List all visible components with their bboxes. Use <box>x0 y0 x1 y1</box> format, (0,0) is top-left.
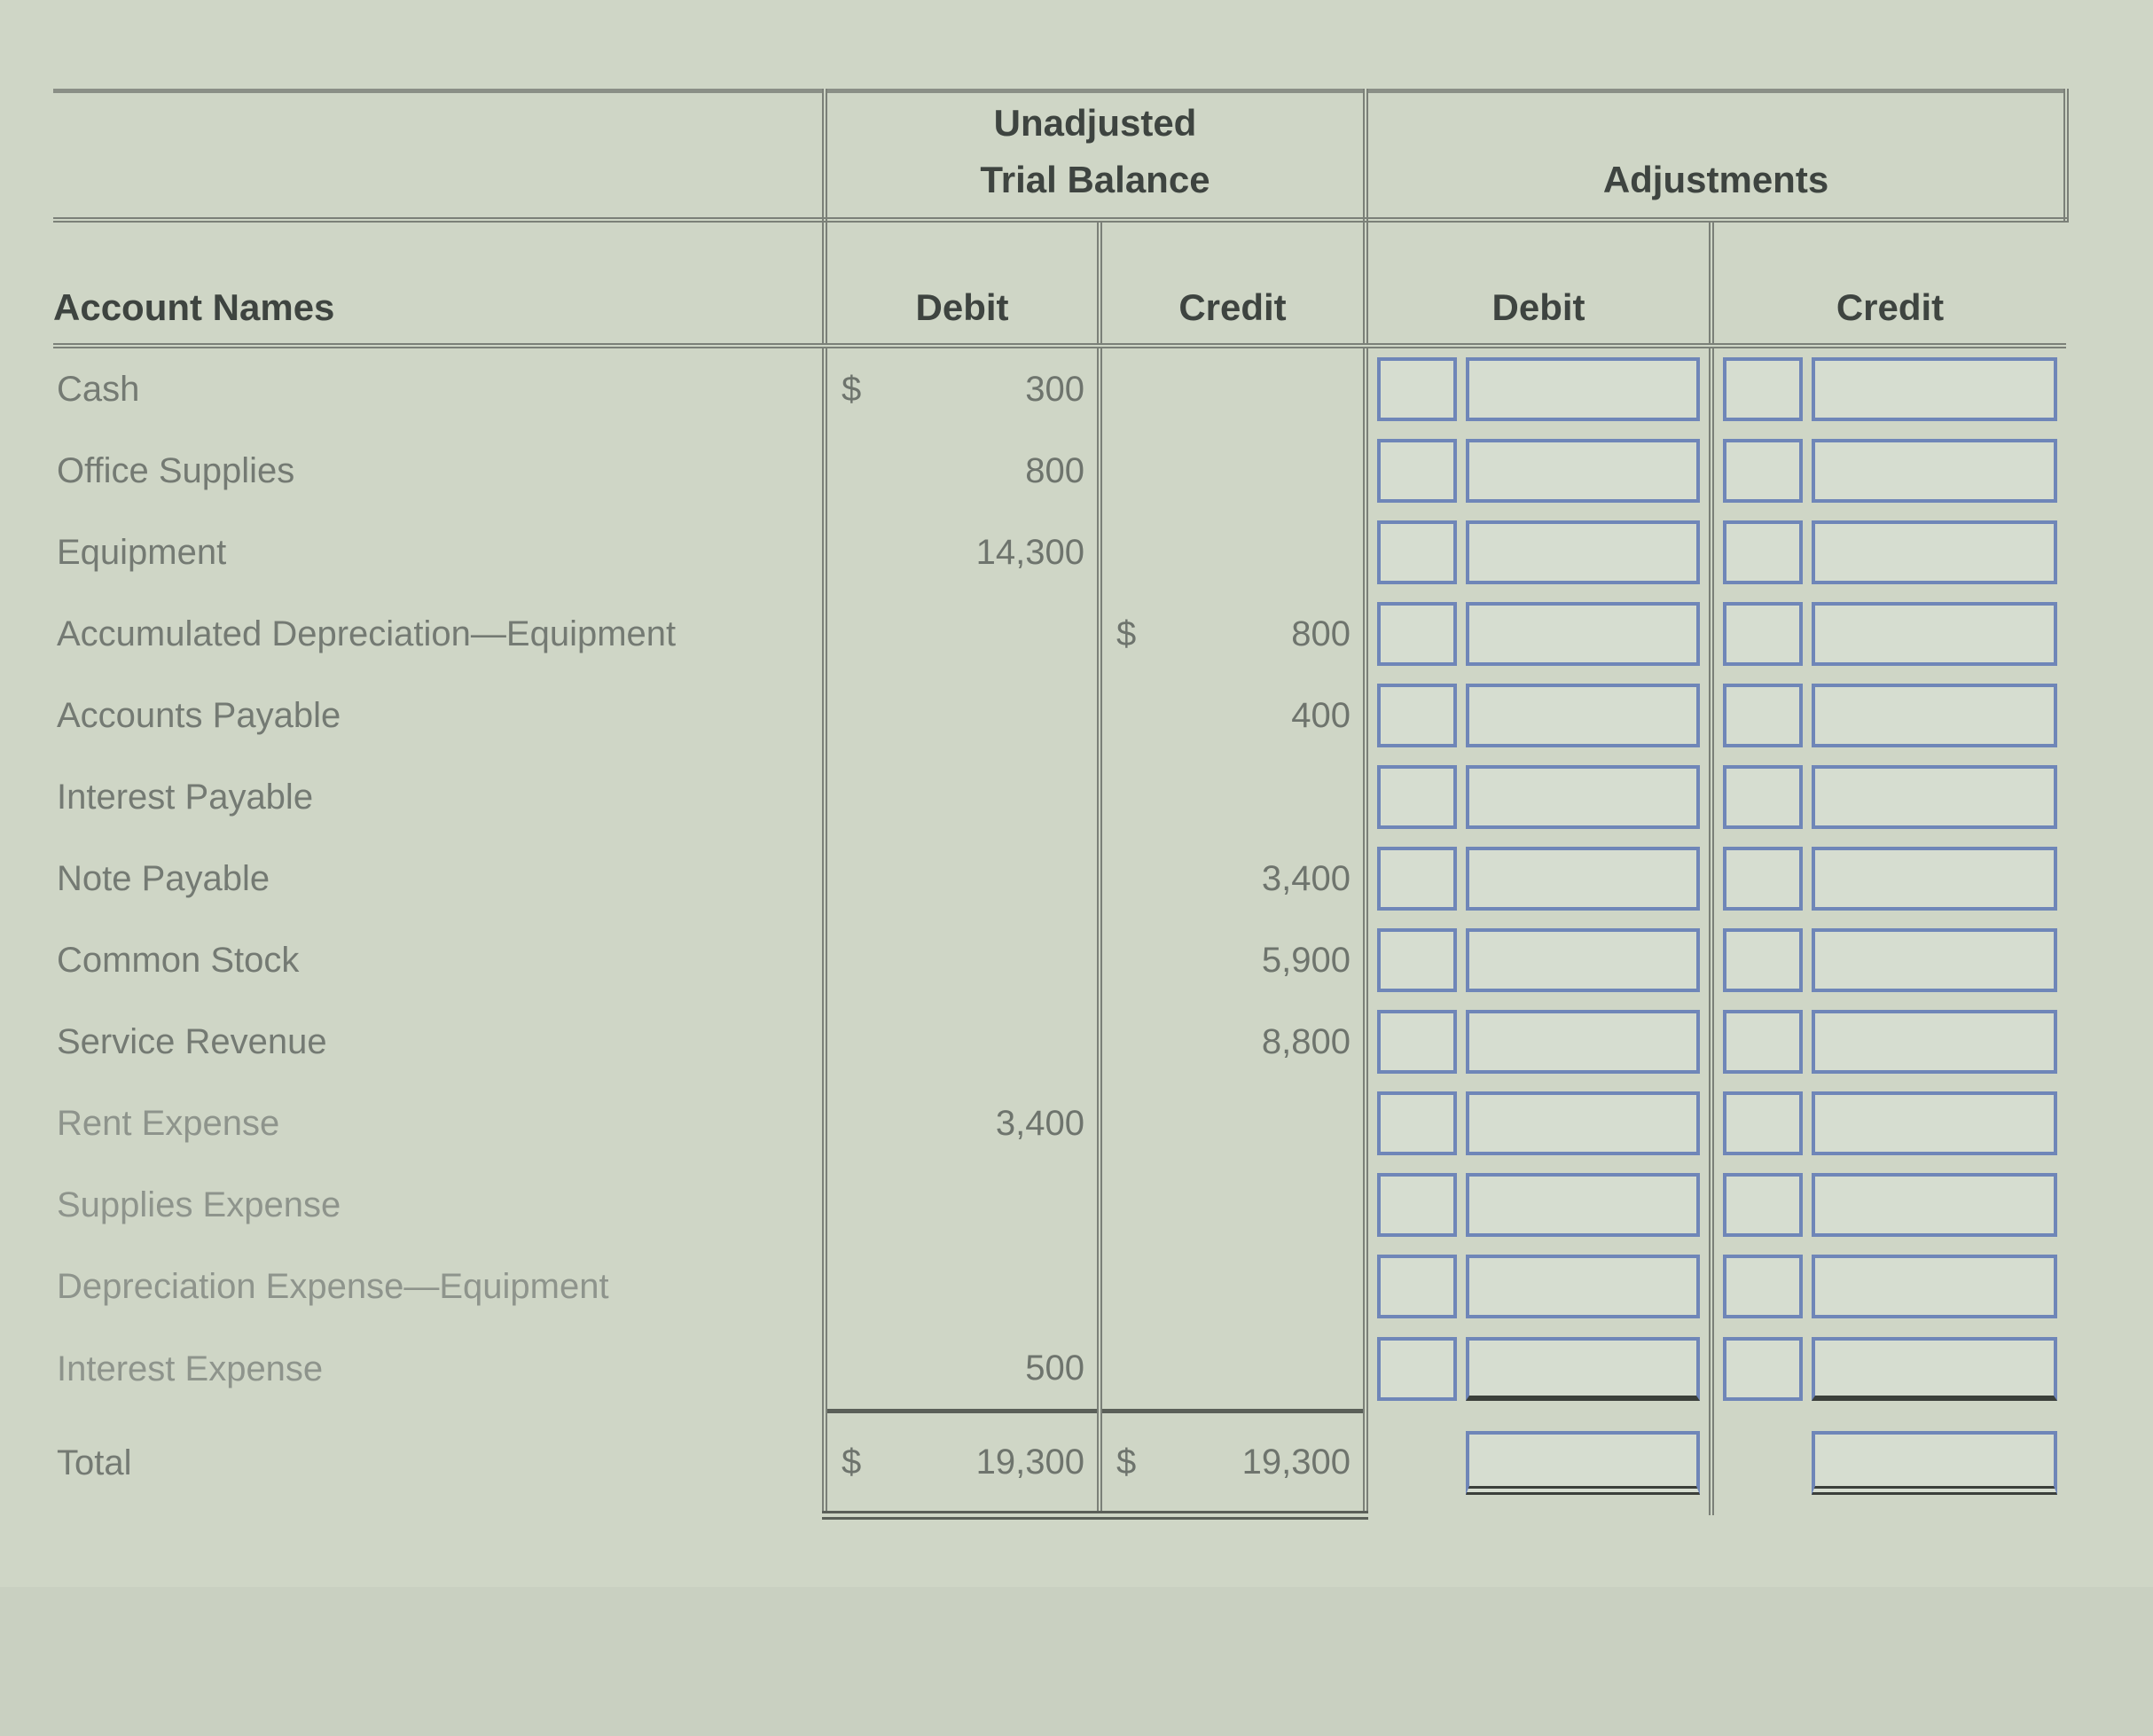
adj-debit-amount-input[interactable] <box>1466 357 1700 421</box>
account-name: Supplies Expense <box>57 1185 341 1224</box>
currency-symbol: $ <box>842 1442 862 1482</box>
adj-credit-ref-input[interactable] <box>1723 520 1803 584</box>
tb-credit-value: 5,900 <box>1100 919 1366 1001</box>
account-name: Accumulated Depreciation—Equipment <box>57 614 677 653</box>
account-name: Equipment <box>57 532 227 572</box>
account-name: Depreciation Expense—Equipment <box>57 1266 609 1306</box>
tb-debit-value: 800 <box>825 430 1100 512</box>
tb-debit-value: 14,300 <box>825 512 1100 593</box>
unadjusted-label: Unadjusted <box>993 102 1197 144</box>
tb-credit-value <box>1100 1327 1366 1411</box>
adj-credit-amount-input[interactable] <box>1812 1010 2057 1074</box>
adj-credit-total-input[interactable] <box>1812 1431 2057 1495</box>
adj-credit-ref-input[interactable] <box>1723 1173 1803 1237</box>
adj-debit-ref-input[interactable] <box>1377 1091 1457 1155</box>
account-name: Cash <box>57 369 140 409</box>
currency-symbol: $ <box>1116 1442 1137 1482</box>
adj-credit-amount-input[interactable] <box>1812 357 2057 421</box>
account-names-header: Account Names <box>53 220 825 346</box>
adj-credit-amount-input[interactable] <box>1812 1091 2057 1155</box>
adjustments-header <box>1366 91 2066 221</box>
adj-debit-ref-input[interactable] <box>1377 602 1457 666</box>
adj-credit-amount-input[interactable] <box>1812 439 2057 503</box>
adj-debit-amount-input[interactable] <box>1466 1173 1700 1237</box>
account-rows <box>53 346 2066 1411</box>
adj-debit-amount-input[interactable] <box>1466 1337 1700 1401</box>
account-row <box>53 1246 2066 1327</box>
page-background <box>0 1587 2153 1736</box>
account-name: Note Payable <box>57 858 270 898</box>
adj-debit-ref-input[interactable] <box>1377 684 1457 747</box>
total-debit: $ 19,300 <box>825 1411 1100 1516</box>
adj-debit-amount-input[interactable] <box>1466 1091 1700 1155</box>
tb-debit-value <box>825 1001 1100 1083</box>
unadjusted-trial-balance-header <box>825 91 1366 221</box>
adj-credit-amount-input[interactable] <box>1812 684 2057 747</box>
adj-credit-amount-input[interactable] <box>1812 928 2057 992</box>
tb-credit-value <box>1100 430 1366 512</box>
tb-credit-value <box>1100 512 1366 593</box>
account-row <box>53 1083 2066 1164</box>
adj-credit-amount-input[interactable] <box>1812 765 2057 829</box>
tb-debit-value <box>825 756 1100 838</box>
worksheet-table <box>53 35 2069 1520</box>
tb-debit-value <box>825 1164 1100 1246</box>
account-name: Interest Expense <box>57 1349 324 1388</box>
adj-credit-ref-input[interactable] <box>1723 1337 1803 1401</box>
adj-debit-header: Debit <box>1366 220 1711 346</box>
tb-debit-value <box>825 838 1100 919</box>
adj-credit-ref-input[interactable] <box>1723 602 1803 666</box>
adj-credit-amount-input[interactable] <box>1812 520 2057 584</box>
trial-balance-label: Trial Balance <box>980 159 1210 200</box>
adjustments-label: Adjustments <box>1602 159 1829 200</box>
account-name: Office Supplies <box>57 450 295 490</box>
adj-debit-total-input[interactable] <box>1466 1431 1700 1495</box>
currency-symbol: $ <box>842 369 862 409</box>
adj-credit-ref-input[interactable] <box>1723 1255 1803 1318</box>
adj-debit-ref-input[interactable] <box>1377 357 1457 421</box>
total-label: Total <box>57 1443 132 1482</box>
adj-debit-amount-input[interactable] <box>1466 847 1700 911</box>
adj-debit-ref-input[interactable] <box>1377 1173 1457 1237</box>
adj-debit-ref-input[interactable] <box>1377 1255 1457 1318</box>
trial-balance-worksheet <box>53 35 2066 1587</box>
adj-credit-ref-input[interactable] <box>1723 765 1803 829</box>
account-name: Common Stock <box>57 940 300 980</box>
adj-debit-ref-input[interactable] <box>1377 520 1457 584</box>
account-row <box>53 346 2066 430</box>
adj-debit-amount-input[interactable] <box>1466 684 1700 747</box>
total-row <box>53 1411 2066 1516</box>
adj-debit-amount-input[interactable] <box>1466 1255 1700 1318</box>
account-row <box>53 919 2066 1001</box>
account-name: Rent Expense <box>57 1103 280 1143</box>
tb-debit-value: 500 <box>825 1327 1100 1411</box>
adj-credit-ref-input[interactable] <box>1723 928 1803 992</box>
adj-credit-amount-input[interactable] <box>1812 1173 2057 1237</box>
account-row <box>53 838 2066 919</box>
tb-debit-value <box>825 593 1100 675</box>
account-name: Accounts Payable <box>57 695 341 735</box>
account-row <box>53 593 2066 675</box>
adj-debit-ref-input[interactable] <box>1377 847 1457 911</box>
tb-credit-value: $ 800 <box>1100 593 1366 675</box>
tb-credit-value: 3,400 <box>1100 838 1366 919</box>
adj-credit-ref-input[interactable] <box>1723 847 1803 911</box>
account-name: Interest Payable <box>57 777 314 817</box>
tb-debit-value: $ 300 <box>825 346 1100 430</box>
adj-debit-ref-input[interactable] <box>1377 928 1457 992</box>
adj-debit-amount-input[interactable] <box>1466 439 1700 503</box>
tb-debit-value <box>825 675 1100 756</box>
tb-credit-value: 400 <box>1100 675 1366 756</box>
tb-credit-value <box>1100 346 1366 430</box>
adj-credit-ref-input[interactable] <box>1723 1091 1803 1155</box>
tb-debit-value <box>825 1246 1100 1327</box>
adj-debit-amount-input[interactable] <box>1466 928 1700 992</box>
adj-debit-amount-input[interactable] <box>1466 602 1700 666</box>
adj-credit-amount-input[interactable] <box>1812 1255 2057 1318</box>
tb-credit-value <box>1100 1083 1366 1164</box>
account-row <box>53 756 2066 838</box>
adj-credit-ref-input[interactable] <box>1723 439 1803 503</box>
tb-credit-value <box>1100 1246 1366 1327</box>
adj-credit-header: Credit <box>1711 220 2066 346</box>
adj-debit-ref-input[interactable] <box>1377 1337 1457 1401</box>
tb-credit-value <box>1100 756 1366 838</box>
currency-symbol: $ <box>1116 614 1137 653</box>
account-name: Service Revenue <box>57 1021 327 1061</box>
account-row <box>53 675 2066 756</box>
adj-debit-amount-input[interactable] <box>1466 520 1700 584</box>
tb-credit-value: 8,800 <box>1100 1001 1366 1083</box>
tb-debit-value: 3,400 <box>825 1083 1100 1164</box>
adj-debit-ref-input[interactable] <box>1377 765 1457 829</box>
account-row <box>53 1327 2066 1411</box>
total-credit: $ 19,300 <box>1100 1411 1366 1516</box>
adj-debit-ref-input[interactable] <box>1377 439 1457 503</box>
adj-credit-amount-input[interactable] <box>1812 602 2057 666</box>
adj-credit-ref-input[interactable] <box>1723 357 1803 421</box>
adj-credit-amount-input[interactable] <box>1812 1337 2057 1401</box>
account-row <box>53 430 2066 512</box>
tb-credit-value <box>1100 1164 1366 1246</box>
tb-credit-header: Credit <box>1100 220 1366 346</box>
adj-credit-ref-input[interactable] <box>1723 684 1803 747</box>
account-row <box>53 512 2066 593</box>
tb-debit-header: Debit <box>825 220 1100 346</box>
account-row <box>53 1001 2066 1083</box>
adj-credit-amount-input[interactable] <box>1812 847 2057 911</box>
adj-debit-ref-input[interactable] <box>1377 1010 1457 1074</box>
adj-debit-amount-input[interactable] <box>1466 765 1700 829</box>
adj-credit-ref-input[interactable] <box>1723 1010 1803 1074</box>
account-row <box>53 1164 2066 1246</box>
adj-debit-amount-input[interactable] <box>1466 1010 1700 1074</box>
tb-debit-value <box>825 919 1100 1001</box>
